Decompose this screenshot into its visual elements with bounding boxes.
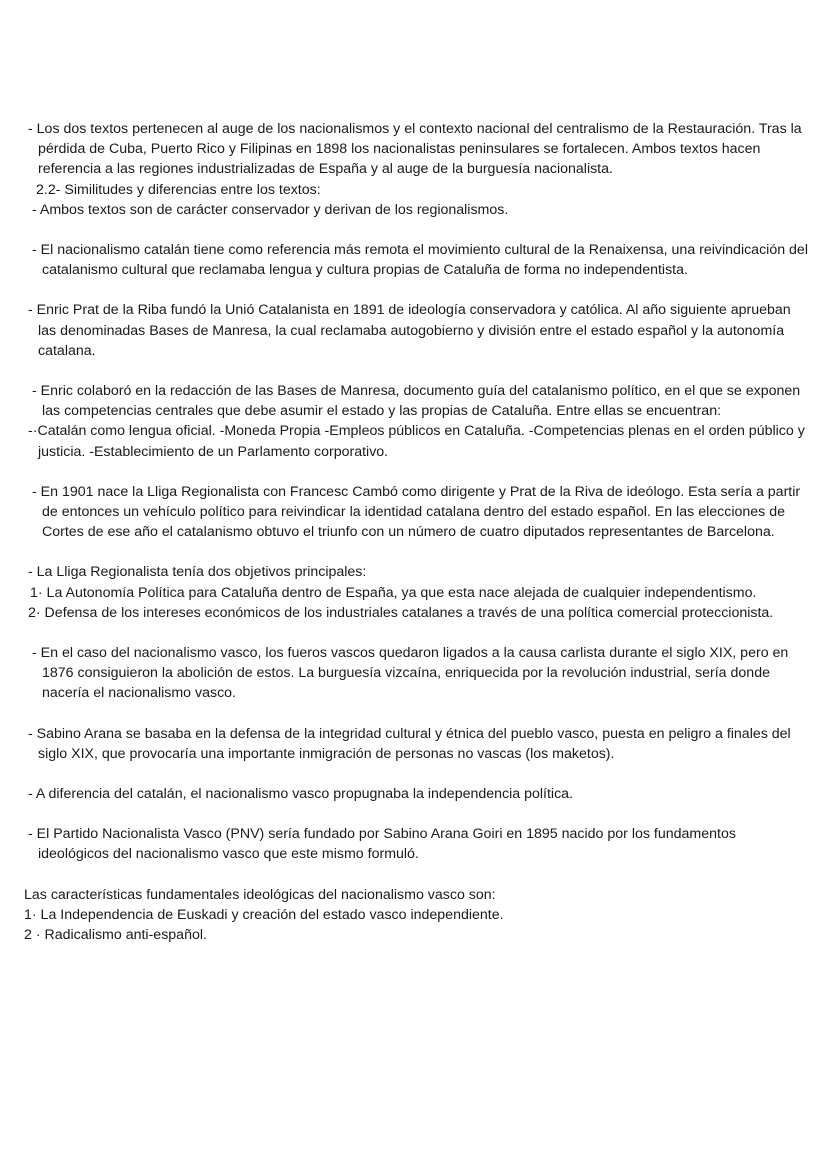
paragraph-nacionalismo-vasco: - En el caso del nacionalismo vasco, los fueros vascos quedaron ligados a la causa carlista durante el siglo XIX, pero en 1876 consiguieron la abolición de estos. La burguesía vizcaína, enriquecida por la revolución industrial, sería donde nacería el nacionalismo vasco. [32, 645, 789, 702]
spacer [18, 280, 810, 300]
paragraph-pnv: - El Partido Nacionalista Vasco (PNV) sería fundado por Sabino Arana Goiri en 1895 nacido por los fundamentos ideológicos del nacionalismo vasco que este mismo formuló. [28, 826, 736, 863]
spacer [18, 542, 810, 562]
paragraph-renaixensa: - El nacionalismo catalán tiene como referencia más remota el movimiento cultural de la Renaixensa, una reivindicación del catalanismo cultural que reclamaba lengua y cultura propias de Cataluña de forma no independentista. [32, 242, 808, 279]
paragraph-sabino-arana: - Sabino Arana se basaba en la defensa de la integridad cultural y étnica del pueblo vasco, puesta en peligro a finales del siglo XIX, que provocaría una importante inmigración de personas no vascas (los maketos). [28, 725, 791, 762]
paragraph-competencias-list: -·Catalán como lengua oficial. -Moneda Propia -Empleos públicos en Cataluña. -Competencias plenas en el orden público y justicia. -Establecimiento de un Parlamento corporativo. [28, 423, 805, 460]
spacer [18, 462, 810, 482]
spacer [18, 764, 810, 784]
paragraph-context: - Los dos textos pertenecen al auge de los nacionalismos y el contexto nacional del centralismo de la Restauración. Tras la pérdida de Cuba, Puerto Rico y Filipinas en 1898 los nacionalistas peninsulares se fortalecen. Ambos textos hacen referencia a las regiones industrializadas de España y al auge de la burguesía nacionalista. [28, 121, 802, 178]
paragraph-diferencia: - A diferencia del catalán, el nacionalismo vasco propugnaba la independencia política. [28, 786, 574, 803]
spacer [18, 220, 810, 240]
list-item-objetivo-1: 1· La Autonomía Política para Cataluña dentro de España, ya que esta nace alejada de cualquier independentismo. [30, 584, 757, 601]
spacer [18, 704, 810, 724]
paragraph-conservative: - Ambos textos son de carácter conservador y derivan de los regionalismos. [32, 201, 509, 218]
section-heading-2-2: 2.2- Similitudes y diferencias entre los textos: [36, 181, 321, 198]
paragraph-bases-manresa: - Enric colaboró en la redacción de las Bases de Manresa, documento guía del catalanismo político, en el que se exponen las competencias centrales que debe asumir el estado y las propias de Cataluña. Entre ellas se encuentran: [32, 383, 801, 420]
list-item-objetivo-2: 2· Defensa de los intereses económicos de los industriales catalanes a través de una política comercial proteccionista. [28, 604, 774, 621]
spacer [18, 804, 810, 824]
paragraph-prat-de-la-riba: - Enric Prat de la Riba fundó la Unió Catalanista en 1891 de ideología conservadora y católica. Al año siguiente aprueban las denominadas Bases de Manresa, la cual reclamaba autogobierno y división entre el estado español y la autonomía catalana. [28, 302, 791, 359]
spacer [18, 865, 810, 885]
paragraph-lliga-objetivos: - La Lliga Regionalista tenía dos objetivos principales: [28, 564, 367, 581]
paragraph-caracteristicas: Las características fundamentales ideológicas del nacionalismo vasco son: [24, 886, 496, 903]
spacer [18, 361, 810, 381]
list-item-caracteristica-2: 2 · Radicalismo anti-español. [24, 927, 207, 944]
spacer [18, 623, 810, 643]
list-item-caracteristica-1: 1· La Independencia de Euskadi y creación del estado vasco independiente. [24, 906, 504, 923]
paragraph-lliga-regionalista: - En 1901 nace la Lliga Regionalista con Francesc Cambó como dirigente y Prat de la Riva de ideólogo. Esta sería a partir de entonces un vehículo político para reivindicar la identidad catalana dentro del estado español. En las elecciones de Cortes de ese año el catalanismo obtuvo el triunfo con un número de cuatro diputados representantes de Barcelona. [32, 483, 801, 541]
